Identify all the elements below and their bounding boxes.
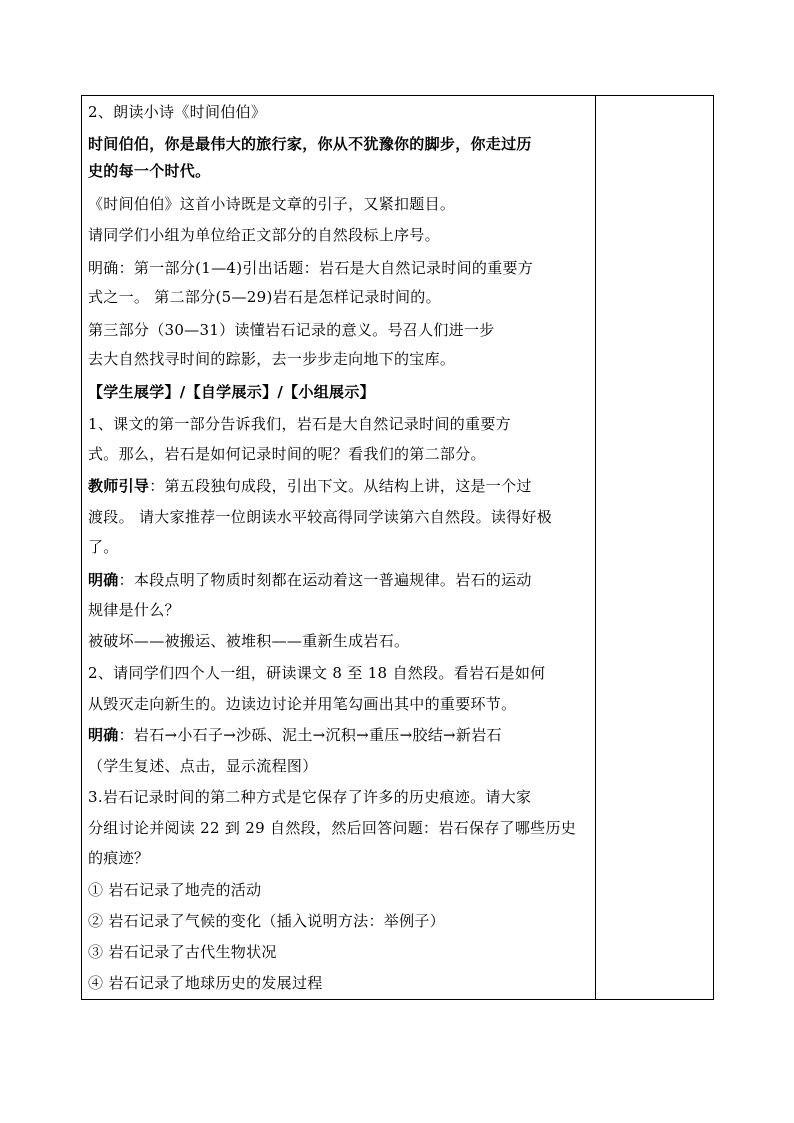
notes-cell [596, 96, 713, 999]
text-line: 的痕迹？ [88, 849, 150, 867]
text-line: 时间伯伯，你是最伟大的旅行家，你从不犹豫你的脚步，你走过历 [88, 135, 532, 153]
lesson-table [81, 95, 714, 1000]
text-line [88, 570, 532, 590]
line-rest: ：岩石→小石子→沙砾、泥土→沉积→重压→胶结→新岩石 [118, 726, 502, 744]
text-line: 史的每一个时代。 [88, 162, 211, 180]
text-line: 从毁灭走向新生的。边读边讨论并用笔勾画出其中的重要环节。 [88, 695, 517, 713]
text-line: 被破坏——被搬运、被堆积——重新生成岩石。 [88, 632, 410, 650]
text-line: 2、朗读小诗《时间伯伯》 [88, 103, 267, 121]
list-item: ① 岩石记录了地壳的活动 [88, 881, 262, 899]
text-line: 了。 [88, 538, 119, 556]
text-line: 渡段。 请大家推荐一位朗读水平较高得同学读第六自然段。读得好极 [88, 508, 553, 526]
text-line: 规律是什么？ [88, 601, 180, 619]
text-line: 式。那么，岩石是如何记录时间的呢？看我们的第二部分。 [88, 445, 486, 463]
text-line: 1、课文的第一部分告诉我们，岩石是大自然记录时间的重要方 [88, 415, 511, 433]
text-line: （学生复述、点击，显示流程图） [88, 757, 318, 775]
list-item: ② 岩石记录了气候的变化（插入说明方法：举例子） [88, 912, 445, 930]
list-item: ④ 岩石记录了地球历史的发展过程 [88, 974, 323, 992]
text-line: 3.岩石记录时间的第二种方式是它保存了许多的历史痕迹。请大家 [88, 788, 532, 806]
text-line: 第三部分（30—31）读懂岩石记录的意义。号召人们进一步 [88, 321, 495, 339]
text-line [88, 725, 502, 745]
bold-label: 明确 [88, 726, 119, 744]
text-line: 明确：第一部分(1—4)引出话题：岩石是大自然记录时间的重要方 [88, 259, 534, 277]
text-line: 式之一。 第二部分(5—29)岩石是怎样记录时间的。 [88, 288, 441, 306]
text-line: 《时间伯伯》这首小诗既是文章的引子，又紧扣题目。 [88, 195, 456, 213]
bold-label: 教师引导 [88, 477, 150, 495]
text-line [88, 476, 532, 496]
text-line: 请同学们小组为单位给正文部分的自然段标上序号。 [88, 226, 440, 244]
list-item: ③ 岩石记录了古代生物状况 [88, 943, 277, 961]
section-heading: 【学生展学】/【自学展示】/【小组展示】 [88, 383, 375, 401]
bold-label: 明确 [88, 571, 119, 589]
text-line: 分组讨论并阅读 22 到 29 自然段，然后回答问题：岩石保存了哪些历史 [88, 819, 577, 837]
lesson-content-cell [82, 96, 594, 999]
text-line: 2、请同学们四个人一组，研读课文 8 至 18 自然段。看岩石是如何 [88, 664, 546, 682]
line-rest: ：第五段独句成段，引出下文。从结构上讲，这是一个过 [149, 477, 532, 495]
line-rest: ：本段点明了物质时刻都在运动着这一普遍规律。岩石的运动 [118, 571, 532, 589]
text-line: 去大自然找寻时间的踪影，去一步步走向地下的宝库。 [88, 350, 456, 368]
